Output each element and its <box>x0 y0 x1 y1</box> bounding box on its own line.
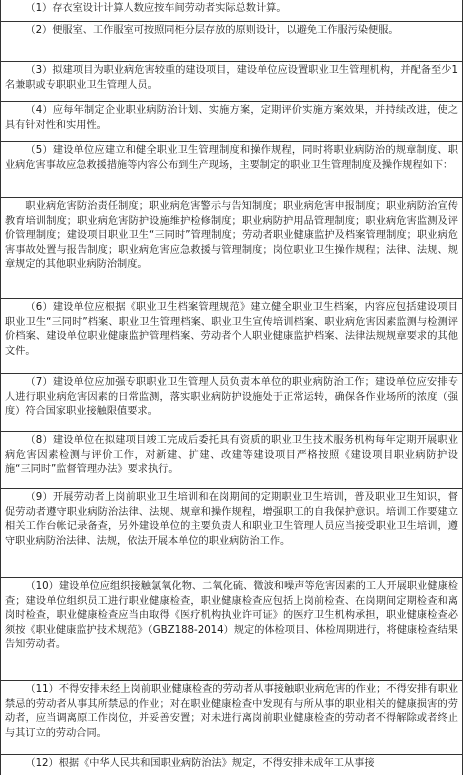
measure-item-5-list: 职业病危害防治责任制度；职业病危害警示与告知制度；职业病危害申报制度；职业病防治宣传教育培训制度；职业病危害防护设施维护检修制度；职业病防护用品管理制度；职业病危害监测及评价管理制度；建设项目职业卫生“三同时”管理制度；劳动者职业健康监护及档案管理制度；职业病危害事故处置与报告制度；职业病危害应急救援与管理制度；岗位职业卫生操作规程；法律、法规、规章规定的其他职业病防治制度。 <box>1 198 462 299</box>
measure-item-12: （12）根据《中华人民共和国职业病防治法》规定，不得安排未成年工从事接 <box>25 758 375 769</box>
measure-item-3: （3）拟建项目为职业病危害较重的建设项目，建设单位应设置职业卫生管理机构，并配备至少1名兼职或专职职业卫生管理人员。 <box>1 62 462 102</box>
measure-item-5: （5）建设单位应建立和健全职业卫生管理制度和操作规程，同时将职业病防治的规章制度、职业病危害事故应急救援措施等内容公布到生产现场，主要制定的职业卫生管理制度及操作规程如下： <box>1 142 462 198</box>
measure-item-10: （10）建设单位应组织接触氯氧化物、二氧化硫、微波和噪声等危害因素的工人开展职业健康检查；建设单位组织员工进行职业健康检查，职业健康检查应包括上岗前检查、在岗期间定期检查和离岗时检查，职业健康检查应当由取得《医疗机构执业许可证》的医疗卫生机构承担，职业健康检查必须按《职业健康监护技术规范》（GBZ188-2014）规定的体检项目、体检周期进行，将健康检查结果告知劳动者。 <box>1 578 462 681</box>
measure-item-1: （1）存衣室设计计算人数应按车间劳动者实际总数计算。 <box>1 0 462 22</box>
measure-item-4: （4）应每年制定企业职业病防治计划、实施方案，定期评价实施方案效果，并持续改进，使之具有针对性和实用性。 <box>1 102 462 142</box>
measure-item-11: （11）不得安排未经上岗前职业健康检查的劳动者从事接触职业病危害的作业；不得安排有职业禁忌的劳动者从事其所禁忌的作业；对在职业健康检查中发现有与所从事的职业相关的健康损害的劳动者，应当调离原工作岗位，并妥善安置；对未进行离岗前职业健康检查的劳动者不得解除或者终止与其订立的劳动合同。 <box>1 681 462 755</box>
measure-item-2: （2）便服室、工作服室可按照同柜分层存放的原则设计，以避免工作服污染便服。 <box>1 22 462 62</box>
measure-item-8: （8）建设单位在拟建项目竣工完成后委托具有资质的职业卫生技术服务机构每年定期开展职业病危害因素检测与评价工作，对新建、扩建、改建等建设项目严格按照《建设项目职业病防护设施“三同时”监督管理办法》要求执行。 <box>1 432 462 489</box>
measure-item-6: （6）建设单位应根据《职业卫生档案管理规范》建立健全职业卫生档案，内容应包括建设项目职业卫生“三同时”档案、职业卫生管理档案、职业卫生宣传培训档案、职业病危害因素监测与检测评价档案、建设单位职业健康监护管理档案、劳动者个人职业健康监护档案、法律法规规章要求的其他文件。 <box>1 299 462 374</box>
measure-item-9: （9）开展劳动者上岗前职业卫生培训和在岗期间的定期职业卫生培训，普及职业卫生知识，督促劳动者遵守职业病防治法律、法规、规章和操作规程，增强职工的自我保护意识。培训工作要建立相关工作台帐记录备查，另外建设单位的主要负责人和职业卫生管理人员应当接受职业卫生培训，遵守职业病防治法律、法规，依法开展本单位的职业病防治工作。 <box>1 489 462 578</box>
measure-item-7: （7）建设单位应加强专职职业卫生管理人员负责本单位的职业病防治工作；建设单位应安排专人进行职业病危害因素的日常监测，落实职业病防护设施处于正常运转，确保各作业场所的浓度（强度）符合国家职业接触限值要求。 <box>1 374 462 432</box>
